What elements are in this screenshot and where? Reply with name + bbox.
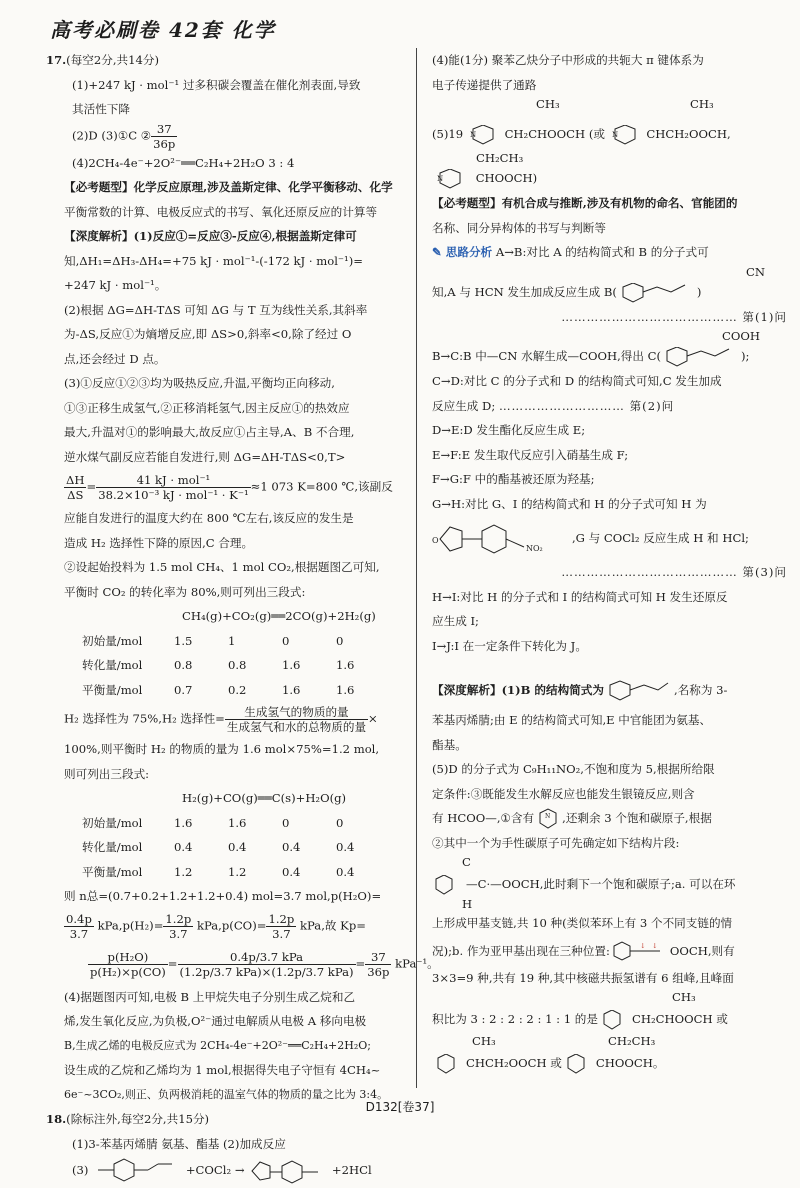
body-text: kPa,故 Kp= — [300, 918, 366, 932]
answer-line: (4)能(1分) 聚苯乙炔分子中形成的共轭大 π 键体系为 — [432, 53, 704, 67]
table-cell: 1.6 — [174, 815, 193, 830]
body-line: ②其中一个为手性碳原子可先确定如下结构片段: — [432, 835, 680, 850]
numerator: 37 — [365, 950, 391, 965]
answer-text: CH₂CHOOCH (或 — [504, 127, 605, 141]
substituent-label: CH₃ — [690, 97, 714, 111]
table-row — [82, 678, 390, 703]
body-line: 酯基。 — [432, 737, 467, 752]
substituent-label: COOH — [722, 329, 760, 343]
answer-line — [432, 97, 787, 151]
body-text: ≈1 073 K=800 ℃,该副反 — [250, 479, 393, 494]
denominator: 36p — [367, 964, 390, 979]
cinnamonitrile-structure — [617, 283, 697, 303]
thinking-analysis-line — [432, 240, 787, 265]
table-row — [82, 860, 390, 885]
body-line: (3)①反应①②③均为吸热反应,升温,平衡均正向移动, — [64, 376, 335, 390]
table-cell: 1.6 — [336, 658, 355, 672]
compound-h-structure — [432, 519, 572, 559]
section-marker: …………………………………… 第(1)问 — [561, 309, 787, 324]
body-text: ,名称为 3- — [674, 683, 728, 697]
fraction — [365, 950, 391, 979]
body-text: × — [368, 711, 378, 726]
answer-text: (5)19 — [432, 127, 464, 141]
body-line: 6e⁻~3CO₂,则正、负两极消耗的温室气体的物质的量之比为 3:4。 — [64, 1087, 389, 1101]
fraction — [266, 912, 296, 941]
body-line: 应生成 I; — [432, 614, 479, 628]
spacer — [432, 658, 787, 672]
numerator: 0.4p/3.7 kPa — [178, 950, 356, 965]
svg-text:O: O — [432, 536, 439, 545]
left-column — [46, 48, 439, 1188]
question-17-number: 17. — [46, 53, 67, 67]
body-line: B,生成乙烯的电极反应式为 2CH₄-4e⁻+2O²⁻══C₂H₄+2H₂O; — [64, 1038, 371, 1052]
answer-line: 电子传递提供了通路 — [432, 77, 537, 92]
row-label: 平衡量/mol — [82, 682, 143, 697]
row-label: 转化量/mol — [82, 840, 143, 854]
fraction — [151, 122, 177, 151]
row-label: 初始量/mol — [82, 633, 143, 648]
body-text: A→B:对比 A 的结构简式和 B 的分子式可 — [495, 245, 709, 259]
table-cell: 0 — [282, 633, 290, 648]
answer-line — [64, 122, 419, 151]
body-line: C H —C·—OOCH,此时剩下一个饱和碳原子;a. 可以在环 — [432, 855, 787, 911]
question-18-number: 18. — [46, 1112, 67, 1126]
table-cell: 0 — [336, 633, 344, 648]
pyridine-ring-structure — [432, 875, 466, 895]
atom-label: H — [462, 897, 473, 911]
body-text: kPa,p(CO)= — [196, 918, 267, 932]
right-column — [432, 48, 787, 1078]
table-cell: 0.4 — [282, 840, 301, 854]
label-text: 思路分析 — [445, 245, 493, 259]
body-line: G→H:对比 G、I 的结构简式和 H 的分子式可知 H 为 — [432, 496, 707, 511]
table-cell: 0.2 — [228, 682, 247, 697]
body-line — [432, 936, 787, 966]
numerator: ΔH — [66, 473, 85, 487]
body-text: CHOOCH。 — [595, 1056, 665, 1070]
body-line — [432, 806, 787, 831]
body-text: kPa⁻¹。 — [395, 956, 439, 970]
pyridine-ring-structure — [534, 808, 562, 830]
fraction — [225, 705, 368, 734]
body-line: 烯,发生氧化反应,为负极,O²⁻通过电解质从电极 A 移向电极 — [64, 1014, 367, 1028]
numerator: 37 — [151, 122, 177, 137]
fraction — [178, 950, 356, 979]
body-line: 100%,则平衡时 H₂ 的物质的量为 1.6 mol×75%=1.2 mol, — [64, 742, 380, 756]
pyridine-ring-structure — [467, 125, 501, 145]
table-cell: 0.4 — [228, 840, 247, 854]
answer-text: (3) — [72, 1163, 89, 1177]
body-line: 逆水煤气副反应若能自发进行,则 ΔG=ΔH-TΔS<0,T> — [64, 449, 346, 464]
body-line: ①③正移生成氢气,②正移消耗氢气,因主反应①的热效应 — [64, 400, 350, 415]
body-line: 定条件:③既能发生水解反应也能发生银镜反应,则含 — [432, 786, 695, 801]
svg-text:↓: ↓ — [651, 941, 658, 950]
body-line: 名称、同分异构体的书写与判断等 — [432, 220, 606, 235]
body-text: 积比为 3 : 2 : 2 : 2 : 1 : 1 的是 — [432, 1012, 598, 1026]
table-row — [82, 835, 390, 860]
row-label: 初始量/mol — [82, 815, 143, 830]
body-line: D→E:D 发生酯化反应生成 E; — [432, 423, 586, 437]
svg-text:↓: ↓ — [639, 941, 646, 950]
atom-label: C — [462, 855, 471, 869]
body-text: kPa,p(H₂)= — [97, 918, 164, 932]
body-text: —OOCH,此时剩下一个饱和碳原子;a. 可以在环 — [490, 877, 736, 891]
body-line — [64, 702, 419, 737]
body-line: $\frac{\Delta H}{\Delta S}$ = $\frac{\text{41 kJ · mol⁻¹}}{\text{38.2×10⁻³ kJ · mol⁻¹ · K⁻¹}}$ ≈1 073 K=800 ℃,该副反 — [66, 473, 393, 502]
denominator: 38.2×10⁻³ kJ · mol⁻¹ · K⁻¹ — [98, 488, 249, 502]
fraction — [64, 473, 86, 502]
answer-line: (1)+247 kJ · mol⁻¹ 过多积碳会覆盖在催化剂表面,导致 — [72, 77, 361, 92]
body-text: CH₂CHOOCH 或 — [631, 1012, 728, 1026]
denominator: 36p — [153, 136, 176, 151]
pyridine-ring-structure — [609, 125, 643, 145]
kp-expression: $\frac{\text{p(H₂O)}}{\text{p(H₂)×p(CO)}}$ = $\frac{\text{0.4p/3.7 kPa}}{\text{(1.2p/3.7 kPa)×(1.2p/3.7 kPa)}}$ = $\frac{37}{36p}$ kPa⁻¹。 — [90, 949, 439, 979]
q17-score-note: (每空2分,共14分) — [66, 53, 160, 67]
table-row — [82, 811, 390, 836]
substituent-label: CH₂CH₃ — [608, 1034, 656, 1048]
page-header-title: 高考必刷卷 42套 化学 — [50, 18, 276, 42]
body-text: = — [167, 956, 178, 970]
answer-line: 其活性下降 — [72, 102, 130, 116]
body-line: 平衡时 CO₂ 的转化率为 80%,则可列出三段式: — [64, 584, 306, 599]
reaction-arrow-text: +COCl₂ → — [185, 1163, 245, 1177]
answer-text: (2)D (3)①C ② — [72, 128, 152, 142]
body-line: 为-ΔS,反应①为熵增反应,即 ΔS>0,斜率<0,除了经过 O — [64, 327, 352, 341]
numerator: 1.2p — [268, 911, 295, 926]
body-line: 点,还会经过 D 点。 — [64, 351, 166, 366]
row-label: 转化量/mol — [82, 658, 143, 672]
analysis-heading: 【深度解析】(1)反应①=反应③-反应④,根据盖斯定律可 — [64, 229, 357, 243]
numerator: 1.2p — [165, 911, 192, 926]
section-marker: ………………………… 第(2)问 — [498, 398, 675, 413]
table-cell: 1.6 — [282, 658, 301, 672]
table-cell: 0.8 — [174, 658, 193, 672]
svg-text:N: N — [437, 175, 444, 183]
substituent-label: CH₃ — [536, 97, 560, 111]
body-line: 则可列出三段式: — [64, 766, 150, 781]
body-text: 况);b. 作为亚甲基出现在三种位置: — [432, 943, 610, 958]
body-line — [432, 329, 787, 369]
denominator: 3.7 — [69, 926, 89, 941]
table-cell: 1.2 — [174, 864, 193, 879]
body-line — [432, 1034, 787, 1078]
page-number: D132[卷37] — [365, 1100, 435, 1114]
body-text: 知,A 与 HCN 发生加成反应生成 B( — [432, 284, 617, 299]
table-cell: 0.4 — [174, 840, 193, 854]
body-line: 苯基丙烯腈;由 E 的结构简式可知,E 中官能团为氨基、 — [432, 713, 712, 727]
body-line: F→G:F 中的酯基被还原为羟基; — [432, 472, 595, 486]
row-label: 平衡量/mol — [82, 864, 143, 879]
body-line: 平衡常数的计算、电极反应式的书写、氧化还原反应的计算等 — [64, 204, 378, 219]
table-cell: 0.4 — [282, 864, 301, 879]
table-cell: 0.4 — [336, 840, 355, 854]
three-stage-table-1 — [82, 629, 390, 703]
denominator: p(H₂)×p(CO) — [90, 964, 166, 979]
body-line: 最大,升温对①的影响最大,故反应①占主导,A、B 不合理, — [64, 425, 355, 439]
table-cell: 1.6 — [336, 682, 355, 697]
oxazolidinone-structure — [248, 1156, 328, 1186]
body-line: I→J:I 在一定条件下转化为 J。 — [432, 638, 587, 653]
body-line — [432, 990, 787, 1034]
exam-type-note: 【必考题型】有机合成与推断,涉及有机物的命名、官能团的 — [432, 196, 738, 210]
substituent-label: CH₂CH₃ — [476, 151, 524, 165]
table-row — [82, 629, 390, 654]
q18-score-note: (除标注外,每空2分,共15分) — [66, 1112, 210, 1126]
section-marker: …………………………………… 第(3)问 — [561, 565, 787, 579]
body-line: H→I:对比 H 的分子式和 I 的结构简式可知 H 发生还原反 — [432, 589, 728, 604]
amino-alcohol-structure — [92, 1156, 182, 1186]
numerator: p(H₂O) — [88, 950, 168, 965]
substituent-label: CN — [746, 264, 766, 279]
body-text: 【深度解析】(1)B 的结构简式为 — [432, 683, 604, 697]
answer-text: CHOOCH) — [475, 171, 538, 185]
denominator: ΔS — [67, 488, 84, 502]
svg-text:N: N — [611, 131, 618, 139]
body-text: 反应生成 D; — [432, 398, 496, 413]
exam-type-note: 【必考题型】化学反应原理,涉及盖斯定律、化学平衡移动、化学 — [64, 180, 393, 194]
body-line: 设生成的乙烷和乙烯均为 1 mol,根据得失电子守恒有 4CH₄~ — [64, 1063, 381, 1077]
table-cell: 1.2 — [228, 864, 247, 879]
table-cell: 1.5 — [174, 633, 193, 648]
cinnamonitrile-structure — [604, 679, 674, 703]
table-cell: 0.8 — [228, 658, 247, 672]
table-cell: 0 — [282, 815, 290, 830]
fraction — [88, 950, 168, 979]
denominator: 生成氢气和水的总物质的量 — [226, 720, 367, 734]
body-line: (4)据题图丙可知,电极 B 上甲烷失电子分别生成乙烷和乙 — [64, 989, 356, 1004]
equation: H₂(g)+CO(g)══C(s)+H₂O(g) — [182, 791, 347, 805]
numerator: 生成氢气的物质的量 — [225, 705, 368, 720]
pyridine-ring-structure — [598, 1010, 632, 1030]
body-text: CHCH₂OOCH 或 — [466, 1056, 562, 1070]
body-line: C→D:对比 C 的分子式和 D 的结构简式可知,C 发生加成 — [432, 374, 722, 388]
numerator: 41 kJ · mol⁻¹ — [96, 473, 250, 488]
answer-text: CHCH₂OOCH, — [646, 127, 731, 141]
body-text: ) — [696, 284, 702, 299]
answer-text: +2HCl — [331, 1163, 372, 1177]
cinnamic-acid-structure — [661, 347, 741, 367]
pyridine-ring-structure — [562, 1054, 596, 1074]
body-line: (2)根据 ΔG=ΔH-TΔS 可知 ΔG 与 T 互为线性关系,其斜率 — [64, 302, 368, 317]
body-text: ); — [741, 349, 750, 363]
reaction-line — [64, 1156, 419, 1188]
body-line: (5)D 的分子式为 C₉H₁₁NO₂,不饱和度为 5,根据所给限 — [432, 762, 715, 776]
table-cell: 0.7 — [174, 682, 193, 697]
numerator: 0.4p — [66, 911, 92, 926]
pyridine-ring-structure — [432, 1054, 466, 1074]
fraction — [64, 912, 94, 941]
body-line: ②设起始投料为 1.5 mol CH₄、1 mol CO₂,根据题图乙可知, — [64, 560, 380, 574]
thinking-analysis-label: ✎ 思路分析 — [432, 245, 493, 259]
body-line: 造成 H₂ 选择性下降的原因,C 合理。 — [64, 535, 254, 550]
body-text: OOCH,则有 — [669, 943, 735, 958]
body-text: 有 HCOO—,①含有 — [432, 811, 535, 825]
body-line: 上形成甲基支链,共 10 种(类似苯环上有 3 个不同支链的情 — [432, 916, 733, 930]
answer-line: (1)3-苯基丙烯腈 氨基、酯基 (2)加成反应 — [72, 1136, 286, 1151]
body-line: 应能自发进行的温度大约在 800 ℃左右,该反应的发生是 — [64, 511, 354, 525]
table-cell: 1 — [228, 633, 236, 648]
body-text: ,还剩余 3 个饱和碳原子,根据 — [562, 811, 712, 825]
answer-line — [432, 151, 787, 191]
table-cell: 0.4 — [336, 864, 355, 879]
denominator: 3.7 — [272, 926, 291, 941]
body-line — [64, 909, 419, 944]
body-text: H₂ 选择性为 75%,H₂ 选择性= — [64, 711, 225, 726]
body-line — [432, 265, 787, 305]
fraction — [96, 473, 250, 502]
body-line: E→F:E 发生取代反应引入硝基生成 F; — [432, 447, 629, 462]
body-line: +247 kJ · mol⁻¹。 — [64, 278, 167, 292]
body-line — [432, 516, 787, 560]
table-row — [82, 653, 390, 678]
table-cell: 1.6 — [282, 682, 301, 697]
body-line — [432, 394, 787, 419]
body-text: B→C:B 中—CN 水解生成—COOH,得出 C( — [432, 349, 662, 363]
substituent-label: CH₃ — [472, 1034, 496, 1048]
svg-text:N: N — [545, 813, 551, 820]
denominator: 3.7 — [169, 926, 188, 941]
analysis-heading — [432, 672, 787, 708]
denominator: (1.2p/3.7 kPa)×(1.2p/3.7 kPa) — [179, 964, 354, 979]
svg-text:NO₂: NO₂ — [526, 544, 543, 553]
body-line: 知,ΔH₁=ΔH₃-ΔH₄=+75 kJ · mol⁻¹-(-172 kJ · mol⁻¹)= — [64, 253, 363, 268]
substituent-label: CH₃ — [672, 990, 696, 1004]
table-cell: 1.6 — [228, 815, 247, 830]
body-line: 3×3=9 种,共有 19 种,其中核磁共振氢谱有 6 组峰,且峰面 — [432, 970, 734, 985]
fraction — [163, 912, 193, 941]
svg-text:N: N — [469, 131, 476, 139]
pyridine-ring-structure — [432, 169, 472, 189]
three-stage-table-2 — [82, 811, 390, 885]
body-line: 则 n总=(0.7+0.2+1.2+1.2+0.4) mol=3.7 mol,p(H₂O)= — [64, 889, 382, 903]
chiral-fragment-structure — [610, 940, 670, 964]
equation: CH₄(g)+CO₂(g)══2CO(g)+2H₂(g) — [182, 609, 376, 623]
table-cell: 0 — [336, 815, 344, 830]
answer-line: (4)2CH₄-4e⁻+2O²⁻══C₂H₄+2H₂O 3 : 4 — [72, 155, 295, 170]
body-text: ,G 与 COCl₂ 反应生成 H 和 HCl; — [572, 531, 749, 545]
